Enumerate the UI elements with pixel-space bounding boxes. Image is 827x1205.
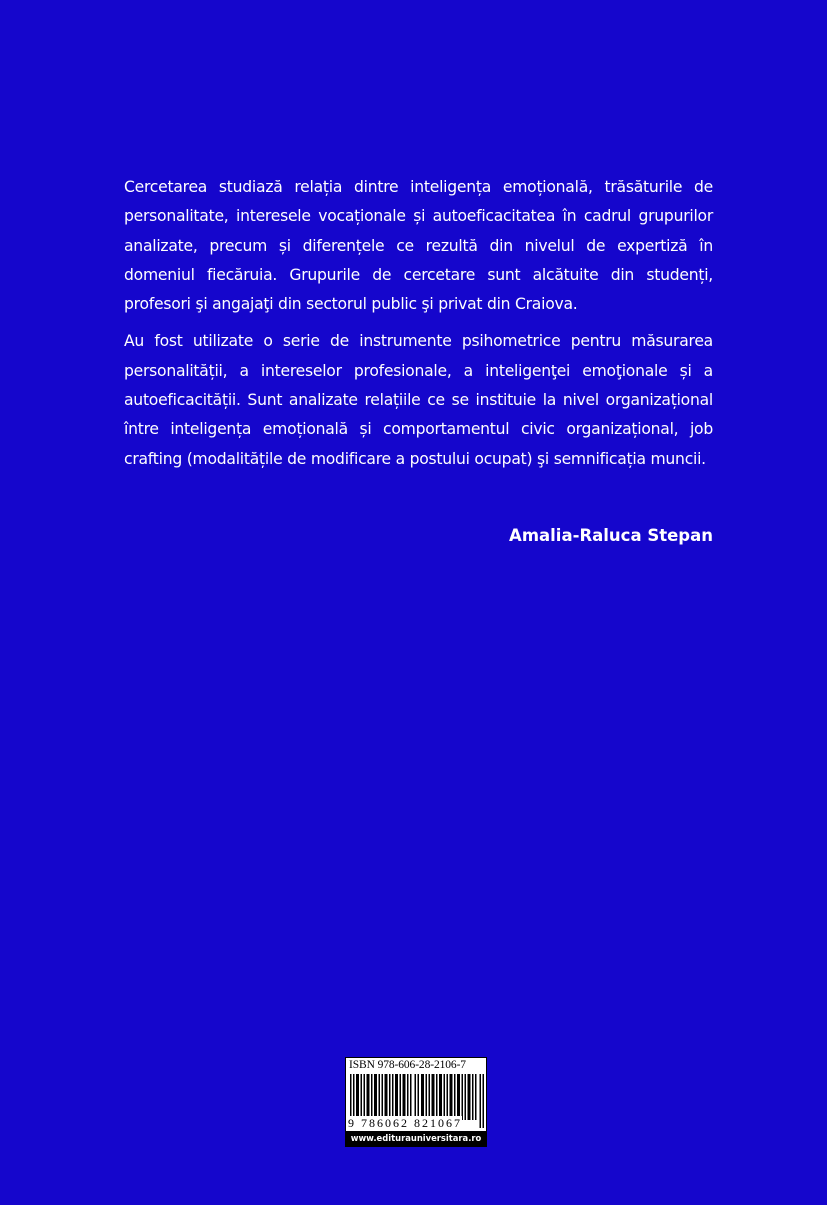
barcode-digits — [348, 1116, 486, 1131]
blurb-paragraph-1: Cercetarea studiază relația dintre inteligența emoțională, trăsăturile de personalitate, interesele vocaționale și autoeficacitatea în cadrul grupurilor analizate, precum și diferențele ce rezultă din nivelul de expertiză în domeniul fiecăruia. Grupurile de cercetare sunt alcătuite din studenți, profesori şi angajaţi din sectorul public şi privat din Craiova. — [124, 178, 713, 314]
publisher-url: www.editurauniversitara.ro — [346, 1131, 486, 1146]
author-name: Amalia-Raluca Stepan — [509, 526, 713, 545]
blurb-paragraph-2: Au fost utilizate o serie de instrumente psihometrice pentru măsurarea personalității, a intereselor profesionale, a inteligenţei emoţionale și a autoeficacității. Sunt analizate relațiile ce se instituie la nivel organizațional între inteligența emoțională și comportamentul civic organizațional, job crafting (modalitățile de modificare a postului ocupat) şi semnificația muncii. — [124, 332, 713, 468]
barcode-digits-text: 9 786062 821067 — [348, 1116, 462, 1130]
isbn-label: ISBN 978-606-28-2106-7 — [349, 1059, 466, 1071]
cover-blurb — [124, 173, 713, 482]
isbn-barcode — [345, 1057, 487, 1147]
